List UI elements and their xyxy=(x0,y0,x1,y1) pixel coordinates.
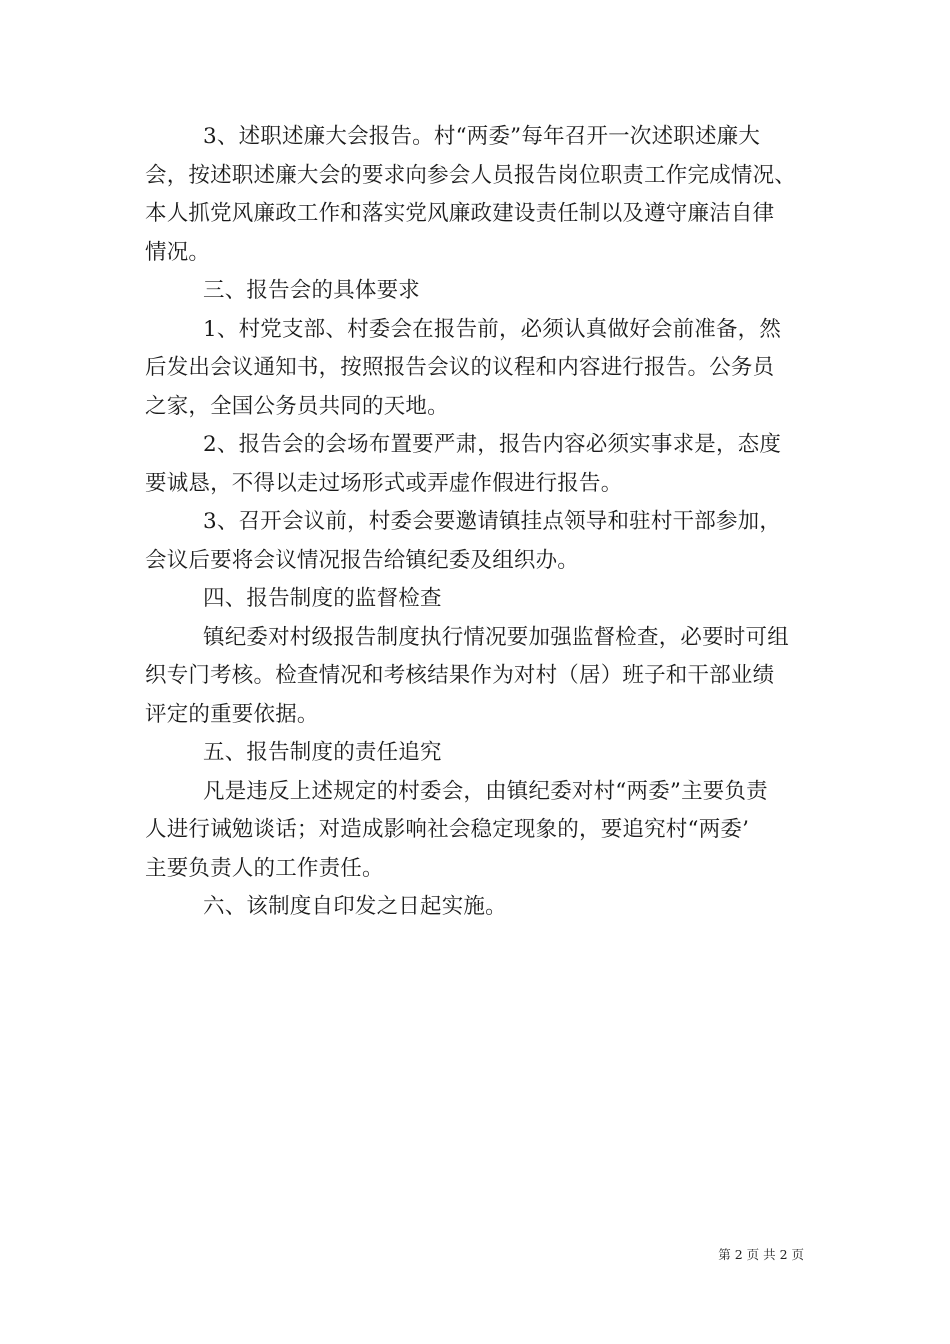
paragraph-line: 3、述职述廉大会报告。村“两委”每年召开一次述职述廉大 xyxy=(203,124,761,149)
paragraph-line: 后发出会议通知书，按照报告会议的议程和内容进行报告。公务员 xyxy=(145,355,775,380)
section-heading: 六、该制度自印发之日起实施。 xyxy=(203,894,507,919)
section-heading: 四、报告制度的监督检查 xyxy=(203,586,442,611)
paragraph-line: 1、村党支部、村委会在报告前，必须认真做好会前准备，然 xyxy=(203,316,782,342)
paragraph-line: 要诚恳，不得以走过场形式或弄虚作假进行报告。 xyxy=(145,470,623,496)
document-body xyxy=(145,118,810,927)
paragraph-line: 会议后要将会议情况报告给镇纪委及组织办。 xyxy=(145,547,580,573)
paragraph-line: 情况。 xyxy=(145,239,211,265)
paragraph-line: 织专门考核。检查情况和考核结果作为对村（居）班子和干部业绩 xyxy=(145,663,775,688)
section-heading: 三、报告会的具体要求 xyxy=(203,278,421,303)
paragraph-line: 镇纪委对村级报告制度执行情况要加强监督检查，必要时可组 xyxy=(203,624,789,650)
paragraph-line: 本人抓党风廉政工作和落实党风廉政建设责任制以及遵守廉洁自律 xyxy=(145,201,775,226)
paragraph-line: 2、报告会的会场布置要严肃，报告内容必须实事求是，态度 xyxy=(203,432,782,457)
paragraph-line: 之家，全国公务员共同的天地。 xyxy=(145,393,449,419)
section-heading: 五、报告制度的责任追究 xyxy=(203,740,442,765)
paragraph-line: 主要负责人的工作责任。 xyxy=(145,855,384,881)
paragraph-line: 评定的重要依据。 xyxy=(145,701,319,727)
paragraph-line: 凡是违反上述规定的村委会，由镇纪委对村“两委”主要负责 xyxy=(203,778,768,804)
paragraph-line: 3、召开会议前，村委会要邀请镇挂点领导和驻村干部参加， xyxy=(203,509,782,534)
paragraph-line: 人进行诫勉谈话；对造成影响社会稳定现象的，要追究村“两委’ xyxy=(145,817,750,842)
paragraph-line: 会，按述职述廉大会的要求向参会人员报告岗位职责工作完成情况、 xyxy=(145,162,797,188)
page-number: 第 2 页 共 2 页 xyxy=(718,1247,804,1262)
